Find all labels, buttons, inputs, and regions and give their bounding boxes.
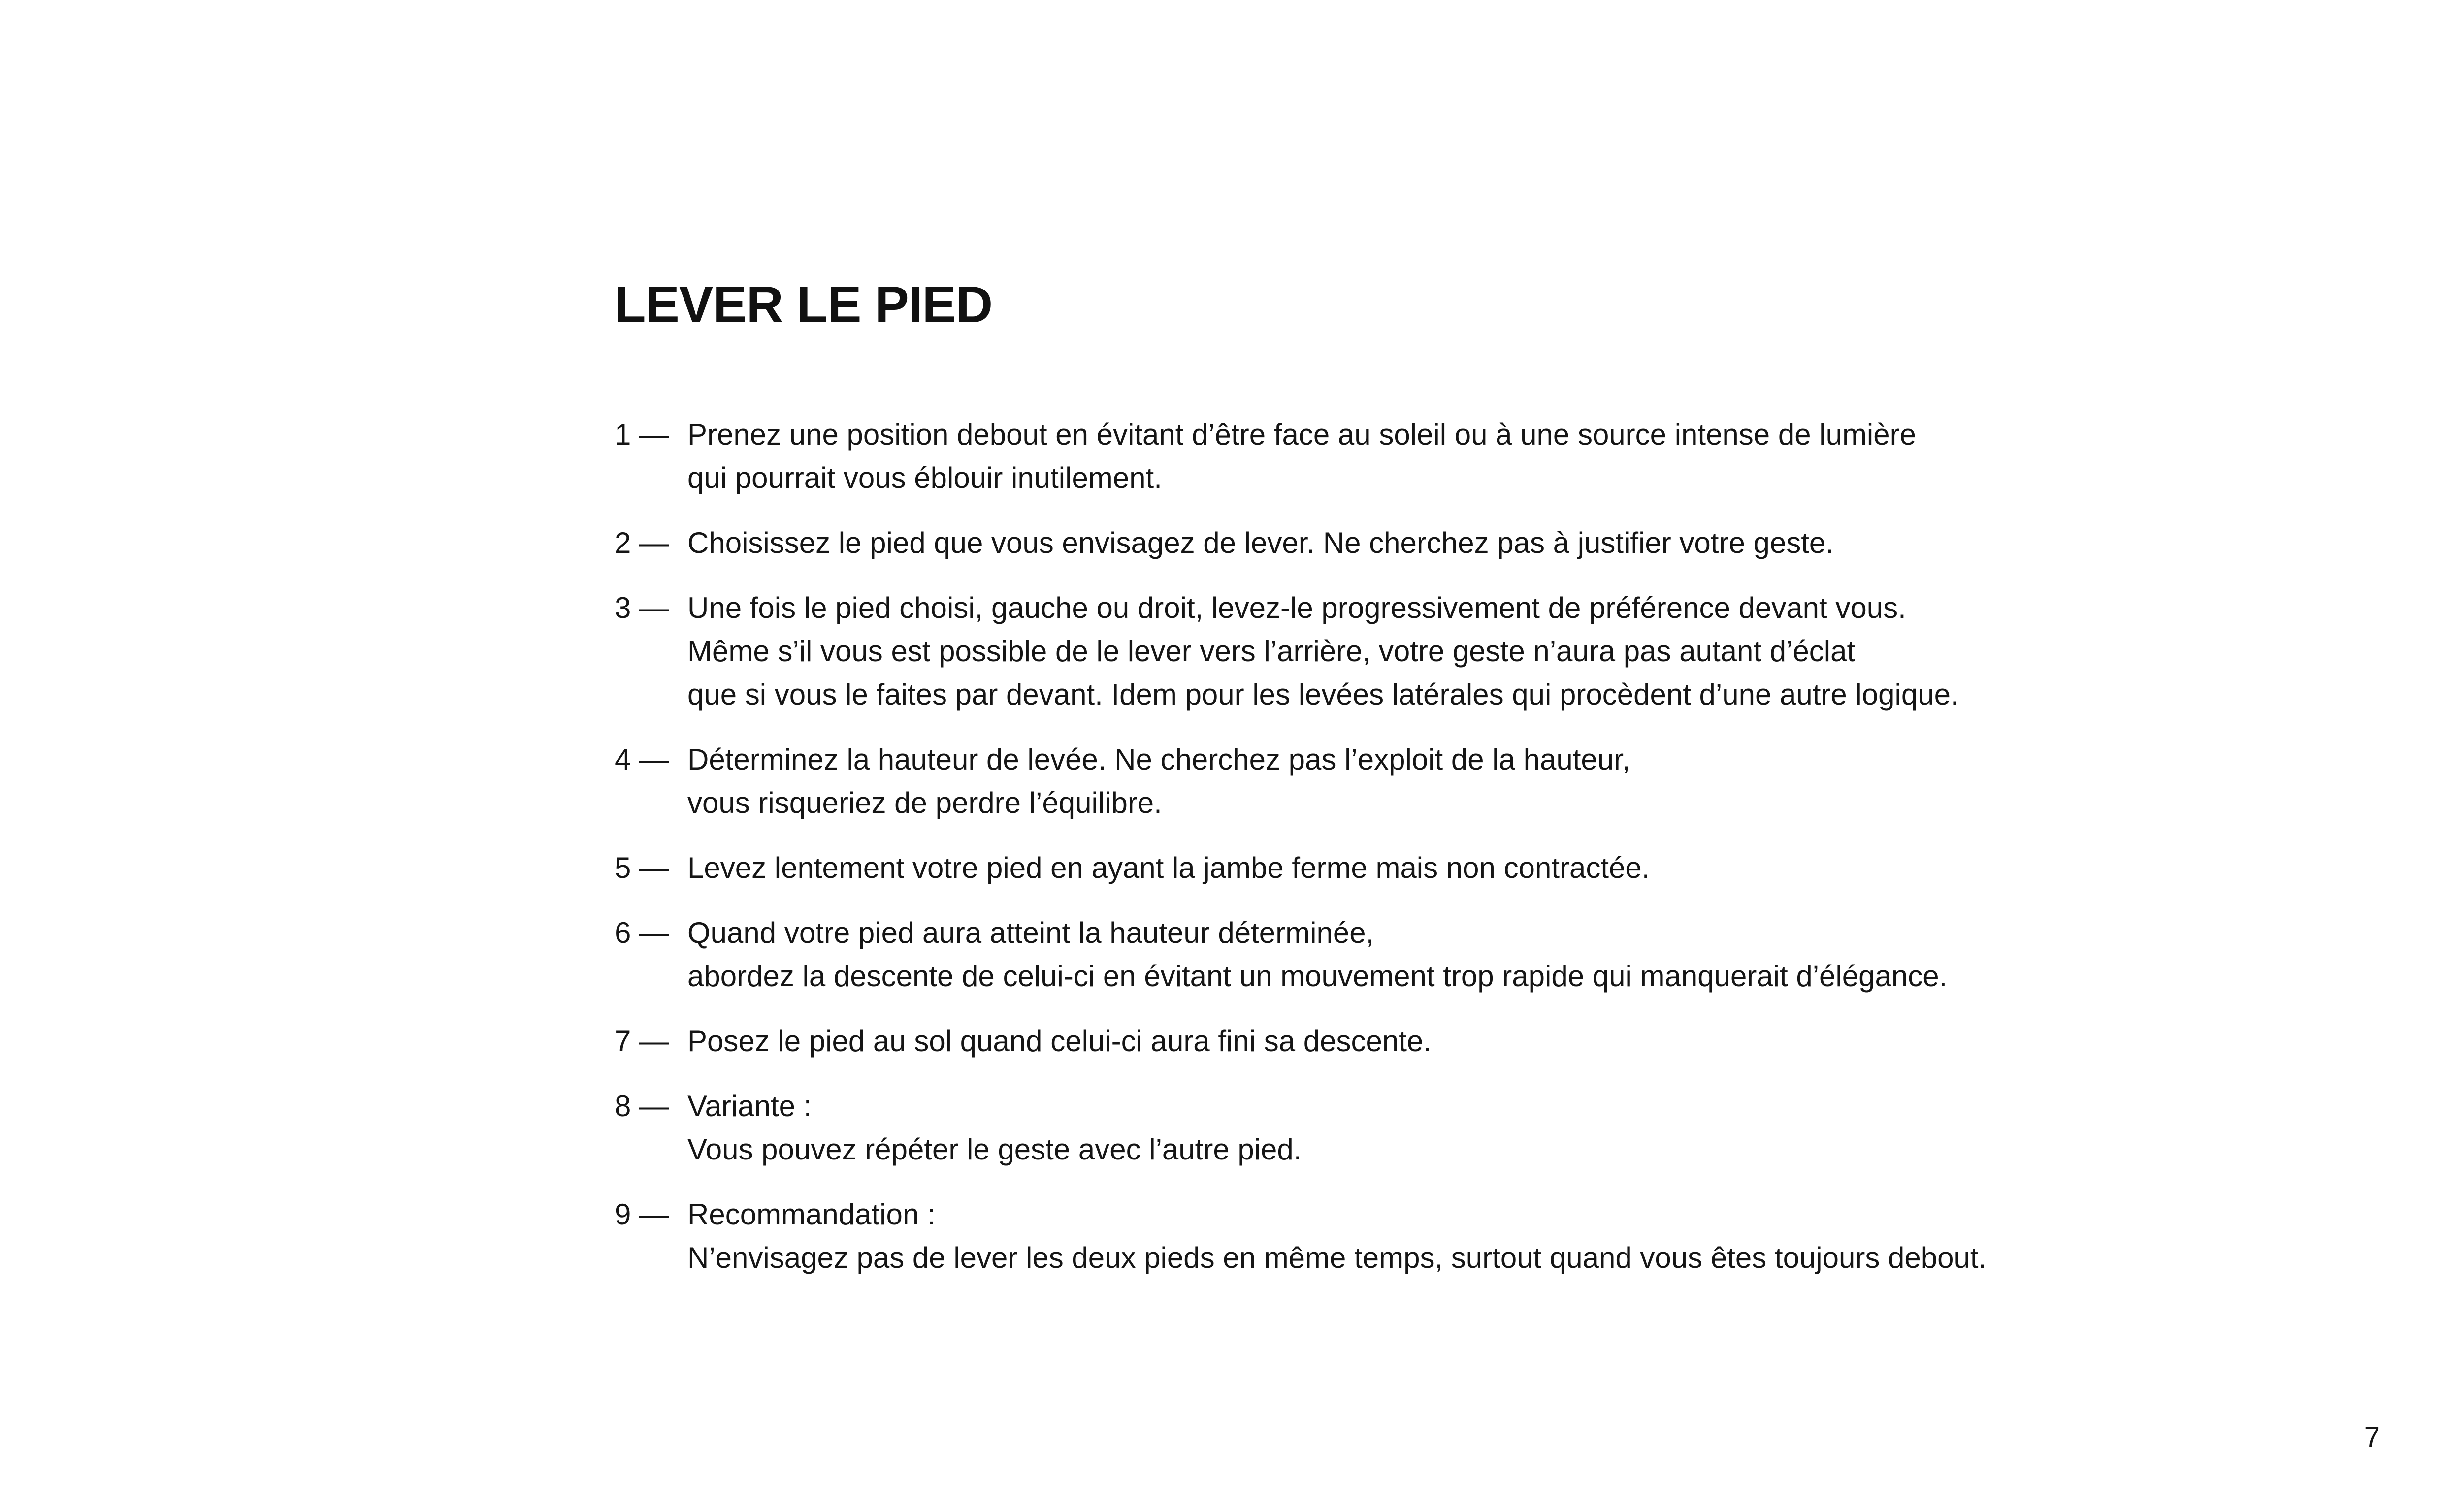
- item-number: 2 —: [615, 526, 669, 559]
- instruction-list: [615, 413, 2313, 1280]
- list-item: [615, 738, 2313, 825]
- text-line: Posez le pied au sol quand celui-ci aura fini sa descente.: [687, 1025, 1432, 1058]
- list-item: [615, 1193, 2313, 1280]
- list-item: [615, 521, 2313, 565]
- list-item: [615, 911, 2313, 998]
- text-line: N’envisagez pas de lever les deux pieds en même temps, surtout quand vous êtes toujours debout.: [687, 1241, 1987, 1274]
- item-number: 5 —: [615, 851, 669, 884]
- text-line: Variante :: [687, 1090, 812, 1123]
- text-line: abordez la descente de celui-ci en évitant un mouvement trop rapide qui manquerait d’élégance.: [687, 960, 1948, 993]
- text-line: Choisissez le pied que vous envisagez de lever. Ne cherchez pas à justifier votre geste.: [687, 526, 1834, 559]
- text-line: Recommandation :: [687, 1198, 936, 1231]
- item-number: 9 —: [615, 1198, 669, 1231]
- item-text: [687, 586, 2313, 716]
- item-number: 4 —: [615, 743, 669, 776]
- item-text: [687, 1085, 2313, 1171]
- item-number: 3 —: [615, 591, 669, 624]
- list-item: [615, 1085, 2313, 1171]
- text-line: qui pourrait vous éblouir inutilement.: [687, 461, 1162, 494]
- item-number: 6 —: [615, 916, 669, 949]
- item-number: 7 —: [615, 1025, 669, 1058]
- page-title: LEVER LE PIED: [615, 276, 993, 333]
- text-line: Vous pouvez répéter le geste avec l’autre pied.: [687, 1133, 1302, 1166]
- list-item: [615, 1020, 2313, 1063]
- item-number: 1 —: [615, 418, 669, 451]
- text-line: Prenez une position debout en évitant d’être face au soleil ou à une source intense de lumière: [687, 418, 1916, 451]
- page-number: 7: [2364, 1421, 2380, 1453]
- text-line: vous risqueriez de perdre l’équilibre.: [687, 786, 1162, 819]
- item-text: [687, 846, 2313, 890]
- list-item: [615, 413, 2313, 500]
- text-line: Déterminez la hauteur de levée. Ne cherchez pas l’exploit de la hauteur,: [687, 743, 1630, 776]
- text-line: Levez lentement votre pied en ayant la jambe ferme mais non contractée.: [687, 851, 1650, 884]
- item-text: [687, 1193, 2313, 1280]
- text-line: Une fois le pied choisi, gauche ou droit, levez-le progressivement de préférence devant vous.: [687, 591, 1906, 624]
- text-line: Même s’il vous est possible de le lever vers l’arrière, votre geste n’aura pas autant d’éclat: [687, 635, 1856, 668]
- item-text: [687, 521, 2313, 565]
- list-item: [615, 586, 2313, 716]
- item-text: [687, 1020, 2313, 1063]
- item-text: [687, 738, 2313, 825]
- item-number: 8 —: [615, 1090, 669, 1123]
- list-item: [615, 846, 2313, 890]
- text-line: Quand votre pied aura atteint la hauteur déterminée,: [687, 916, 1374, 949]
- page-content: [615, 276, 2313, 1301]
- item-text: [687, 413, 2313, 500]
- item-text: [687, 911, 2313, 998]
- text-line: que si vous le faites par devant. Idem pour les levées latérales qui procèdent d’une autre logique.: [687, 678, 1959, 711]
